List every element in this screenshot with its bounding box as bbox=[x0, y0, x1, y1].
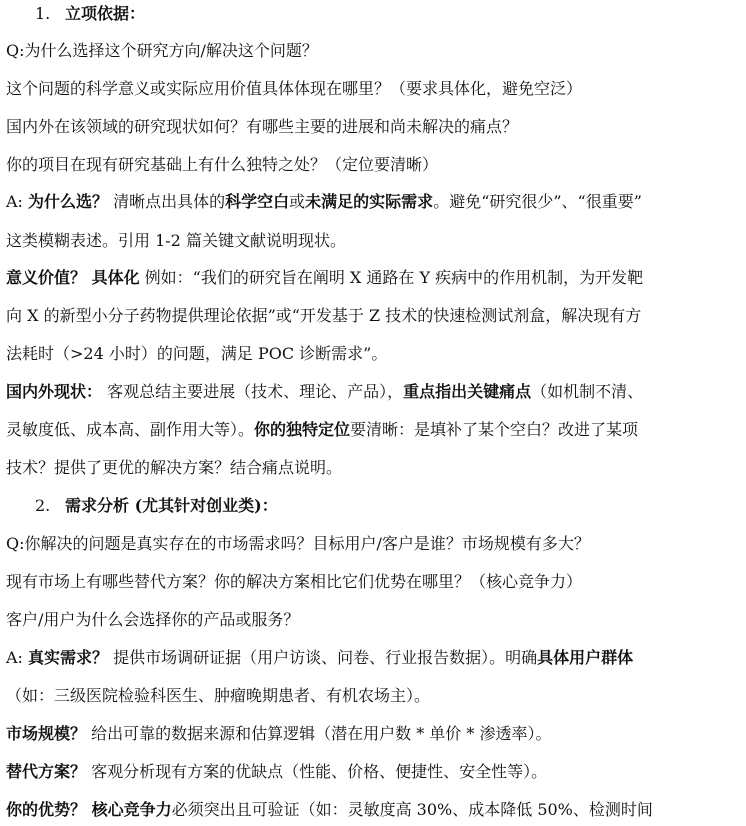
answer-line bbox=[6, 192, 642, 212]
answer-line bbox=[6, 268, 643, 288]
text-run: 给出可靠的数据来源和估算逻辑（潜在用户数 * 单价 * 渗透率）。 bbox=[86, 724, 552, 743]
question-line: 国内外在该领域的研究现状如何？有哪些主要的进展和尚未解决的痛点？ bbox=[6, 117, 519, 136]
bold-term: 具体用户群体 bbox=[537, 648, 634, 667]
section-title: 立项依据： bbox=[65, 4, 146, 23]
answer-line bbox=[6, 800, 653, 820]
question-line: 你的项目在现有研究基础上有什么独特之处？（定位要清晰） bbox=[6, 155, 439, 174]
bold-term: 替代方案？ bbox=[6, 762, 87, 781]
question-line: 客户/用户为什么会选择你的产品或服务？ bbox=[6, 610, 300, 629]
question-line: Q:你解决的问题是真实存在的市场需求吗？目标用户/客户是谁？市场规模有多大？ bbox=[6, 534, 590, 553]
answer-line bbox=[6, 724, 551, 744]
answer-line: 这类模糊表述。引用 1-2 篇关键文献说明现状。 bbox=[6, 231, 346, 250]
bold-term: 你的独特定位 bbox=[254, 420, 351, 439]
answer-line: 技术？提供了更优的解决方案？结合痛点说明。 bbox=[6, 458, 343, 477]
question-line: 这个问题的科学意义或实际应用价值具体体现在哪里？（要求具体化，避免空泛） bbox=[6, 79, 583, 98]
answer-prefix: A: bbox=[6, 648, 29, 667]
text-run: 或 bbox=[289, 192, 306, 211]
text-run: 必须突出且可验证（如：灵敏度高 30%、成本降低 50%、检测时间 bbox=[171, 800, 653, 819]
section-number: 1. bbox=[35, 4, 51, 23]
bold-term: 重点指出关键痛点 bbox=[403, 382, 532, 401]
section-title: 需求分析 (尤其针对创业类)： bbox=[65, 496, 278, 515]
bold-term: 国内外现状： bbox=[6, 382, 103, 401]
bold-term: 真实需求？ bbox=[28, 648, 109, 667]
text-run: 例如：“我们的研究旨在阐明 X 通路在 Y 疾病中的作用机制，为开发靶 bbox=[139, 268, 644, 287]
text-run: 提供市场调研证据（用户访谈、问卷、行业报告数据）。明确 bbox=[108, 648, 538, 667]
text-run: 。避免“研究很少”、“很重要” bbox=[433, 192, 642, 211]
bold-term: 为什么选？ bbox=[28, 192, 109, 211]
answer-prefix: A: bbox=[6, 192, 29, 211]
answer-line: 向 X 的新型小分子药物提供理论依据”或“开发基于 Z 技术的快速检测试剂盒，解决现有方 bbox=[6, 306, 642, 325]
answer-line: （如：三级医院检验科医生、肿瘤晚期患者、有机农场主）。 bbox=[6, 686, 431, 705]
text-run: 要清晰：是填补了某个空白？改进了某项 bbox=[350, 420, 639, 439]
bold-term: 市场规模？ bbox=[6, 724, 87, 743]
section-2-heading bbox=[35, 496, 278, 516]
section-number: 2. bbox=[35, 496, 51, 515]
text-run: 清晰点出具体的 bbox=[108, 192, 226, 211]
section-1-heading bbox=[35, 4, 145, 24]
bold-term: 未满足的实际需求 bbox=[305, 192, 434, 211]
answer-line bbox=[6, 762, 547, 782]
text-run: 客观总结主要进展（技术、理论、产品）， bbox=[102, 382, 404, 401]
bold-term: 你的优势？ 核心竞争力 bbox=[6, 800, 172, 819]
answer-line bbox=[6, 648, 633, 668]
question-line: 现有市场上有哪些替代方案？你的解决方案相比它们优势在哪里？（核心竞争力） bbox=[6, 572, 583, 591]
text-run: 灵敏度低、成本高、副作用大等）。 bbox=[6, 420, 255, 439]
text-run: （如机制不清、 bbox=[531, 382, 644, 401]
text-run: 客观分析现有方案的优缺点（性能、价格、便捷性、安全性等）。 bbox=[86, 762, 548, 781]
answer-line: 法耗时（>24 小时）的问题，满足 POC 诊断需求”。 bbox=[6, 344, 388, 363]
bold-term: 科学空白 bbox=[225, 192, 290, 211]
bold-term: 意义价值？ 具体化 bbox=[6, 268, 140, 287]
answer-line bbox=[6, 382, 643, 402]
question-line: Q:为什么选择这个研究方向/解决这个问题？ bbox=[6, 41, 318, 60]
answer-line bbox=[6, 420, 638, 440]
